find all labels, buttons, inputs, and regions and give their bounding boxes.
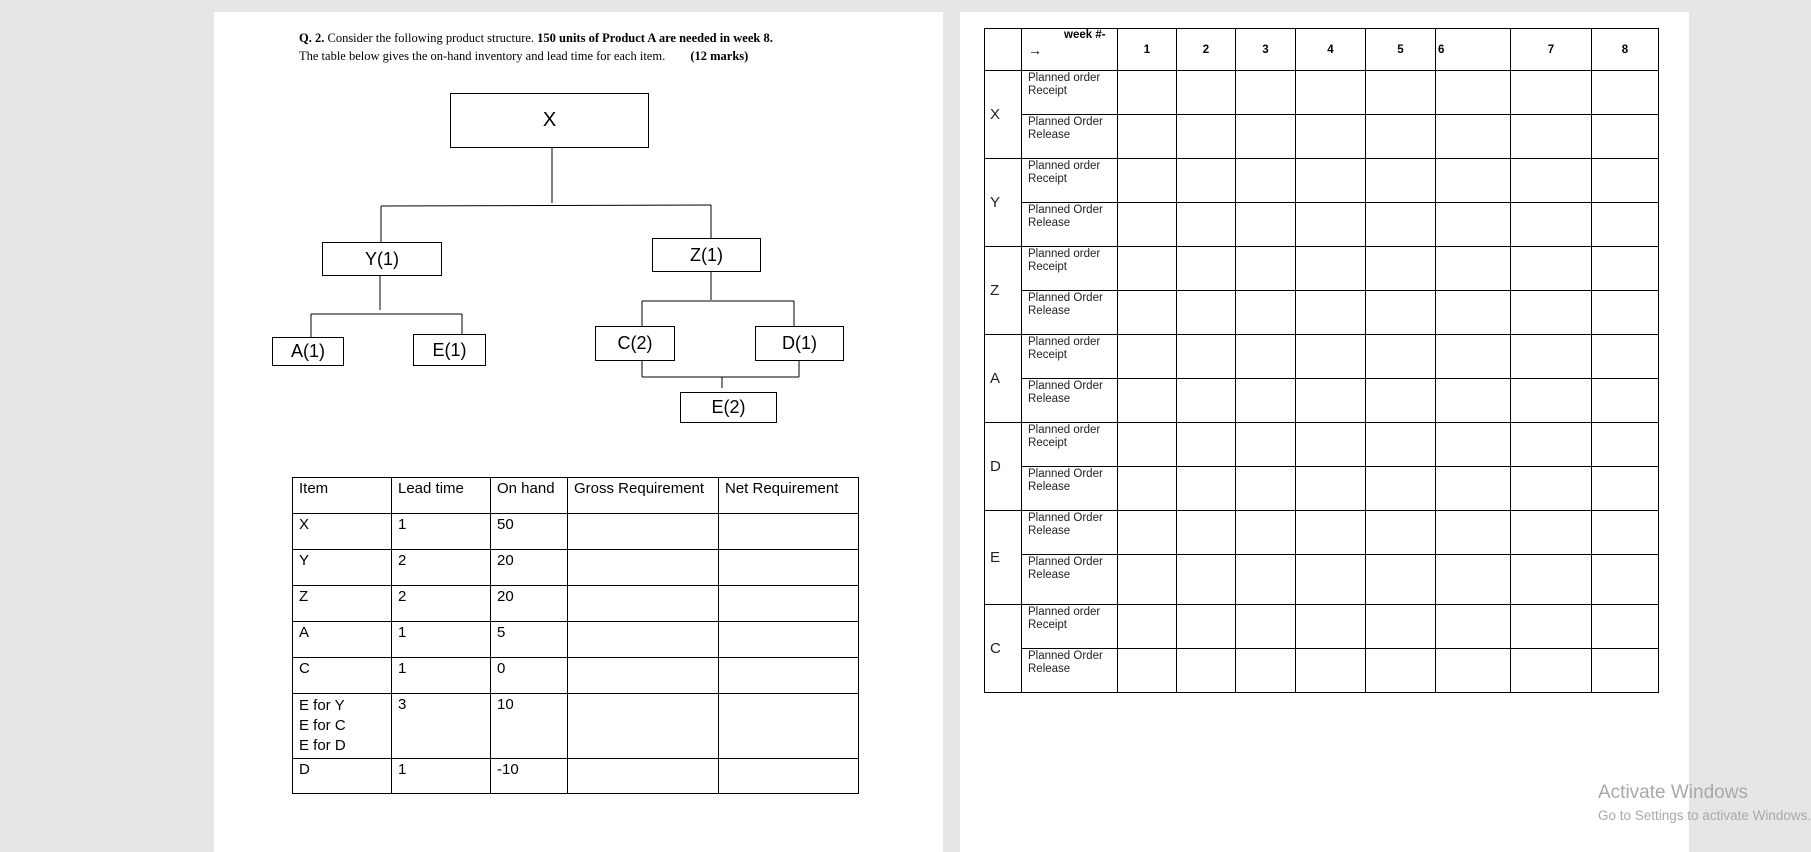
header-gross-requirement: Gross Requirement <box>568 478 719 514</box>
mrp-cell[interactable] <box>1236 649 1296 693</box>
cell-gross[interactable] <box>568 550 719 586</box>
week-header: 4 <box>1296 29 1366 71</box>
mrp-cell[interactable] <box>1118 159 1177 203</box>
mrp-cell[interactable] <box>1436 115 1511 159</box>
mrp-cell[interactable] <box>1296 203 1366 247</box>
mrp-cell[interactable] <box>1296 291 1366 335</box>
cell-lead: 1 <box>392 622 491 658</box>
mrp-row-label: Planned Order Release <box>1022 203 1118 247</box>
table-row <box>293 759 859 794</box>
cell-gross[interactable] <box>568 514 719 550</box>
mrp-cell[interactable] <box>1592 511 1659 555</box>
mrp-cell[interactable] <box>1296 335 1366 379</box>
mrp-cell[interactable] <box>1177 247 1236 291</box>
mrp-cell[interactable] <box>1366 335 1436 379</box>
mrp-table <box>984 28 1659 693</box>
mrp-cell[interactable] <box>1436 605 1511 649</box>
mrp-cell[interactable] <box>1436 649 1511 693</box>
question-number: Q. 2. <box>299 31 325 45</box>
question-line2: The table below gives the on-hand inventory and lead time for each item. <box>299 49 666 63</box>
mrp-cell[interactable] <box>1511 203 1592 247</box>
week-header: 5 <box>1366 29 1436 71</box>
mrp-body <box>985 71 1659 693</box>
cell-onhand: 50 <box>491 514 568 550</box>
mrp-row-label: Planned order Receipt <box>1022 605 1118 649</box>
cell-lead: 1 <box>392 658 491 694</box>
mrp-cell[interactable] <box>1592 335 1659 379</box>
week-header: 6 <box>1436 29 1511 71</box>
mrp-row <box>985 203 1659 247</box>
week-header: 2 <box>1177 29 1236 71</box>
mrp-cell[interactable] <box>1296 247 1366 291</box>
mrp-cell[interactable] <box>1511 335 1592 379</box>
cell-onhand: 20 <box>491 586 568 622</box>
mrp-cell[interactable] <box>1366 423 1436 467</box>
mrp-cell[interactable] <box>1436 335 1511 379</box>
mrp-cell[interactable] <box>1592 605 1659 649</box>
mrp-cell[interactable] <box>1436 511 1511 555</box>
question-plain: Consider the following product structure. <box>327 31 535 45</box>
mrp-cell[interactable] <box>1236 247 1296 291</box>
week-header: 7 <box>1511 29 1592 71</box>
mrp-cell[interactable] <box>1511 605 1592 649</box>
mrp-cell[interactable] <box>1296 511 1366 555</box>
mrp-cell[interactable] <box>1177 649 1236 693</box>
cell-item: X <box>293 514 392 550</box>
mrp-cell[interactable] <box>1118 115 1177 159</box>
week-header: 3 <box>1236 29 1296 71</box>
mrp-header-row <box>985 29 1659 71</box>
mrp-cell[interactable] <box>1592 423 1659 467</box>
mrp-cell[interactable] <box>1118 467 1177 511</box>
mrp-row <box>985 115 1659 159</box>
mrp-row <box>985 649 1659 693</box>
cell-item-line: E for D <box>299 737 346 754</box>
mrp-cell[interactable] <box>1366 605 1436 649</box>
mrp-cell[interactable] <box>1177 423 1236 467</box>
mrp-cell[interactable] <box>1236 291 1296 335</box>
mrp-cell[interactable] <box>1592 291 1659 335</box>
mrp-cell[interactable] <box>1436 555 1511 605</box>
cell-gross[interactable] <box>568 694 719 759</box>
cell-item-line: E for Y <box>299 697 345 714</box>
mrp-cell[interactable] <box>1296 555 1366 605</box>
cell-gross[interactable] <box>568 586 719 622</box>
mrp-cell[interactable] <box>1118 379 1177 423</box>
mrp-cell[interactable] <box>1177 511 1236 555</box>
mrp-cell[interactable] <box>1436 291 1511 335</box>
mrp-cell[interactable] <box>1296 423 1366 467</box>
cell-lead: 3 <box>392 694 491 759</box>
week-header: 8 <box>1592 29 1659 71</box>
mrp-cell[interactable] <box>1236 467 1296 511</box>
arrow-icon: → <box>1028 42 1042 58</box>
cell-item: A <box>293 622 392 658</box>
mrp-cell[interactable] <box>1592 467 1659 511</box>
mrp-cell[interactable] <box>1177 335 1236 379</box>
mrp-cell[interactable] <box>1236 115 1296 159</box>
mrp-cell[interactable] <box>1366 511 1436 555</box>
mrp-row <box>985 335 1659 379</box>
tree-node-e-under-cd: E(2) <box>680 392 777 423</box>
cell-net[interactable] <box>719 550 859 586</box>
activation-watermark <box>1598 782 1811 823</box>
header-lead-time: Lead time <box>392 478 491 514</box>
mrp-row <box>985 555 1659 605</box>
mrp-item-label: Y <box>985 159 1022 247</box>
mrp-row <box>985 291 1659 335</box>
week-label: week #- <box>1064 29 1106 41</box>
tree-node-a: A(1) <box>272 337 344 366</box>
mrp-cell[interactable] <box>1236 71 1296 115</box>
mrp-cell[interactable] <box>1236 335 1296 379</box>
mrp-row <box>985 423 1659 467</box>
mrp-item-label: E <box>985 511 1022 605</box>
mrp-row-label: Planned order Receipt <box>1022 71 1118 115</box>
mrp-cell[interactable] <box>1436 159 1511 203</box>
mrp-cell[interactable] <box>1296 467 1366 511</box>
mrp-cell[interactable] <box>1118 555 1177 605</box>
table-row <box>293 550 859 586</box>
mrp-row <box>985 605 1659 649</box>
mrp-cell[interactable] <box>1177 71 1236 115</box>
mrp-cell[interactable] <box>1592 203 1659 247</box>
watermark-line2: Go to Settings to activate Windows. <box>1598 808 1811 823</box>
mrp-row-label: Planned order Receipt <box>1022 159 1118 203</box>
tree-node-d: D(1) <box>755 326 844 361</box>
question-bold: 150 units of Product A are needed in week 8. <box>537 31 773 45</box>
mrp-item-label: A <box>985 335 1022 423</box>
cell-net[interactable] <box>719 586 859 622</box>
table-row <box>293 586 859 622</box>
inventory-header-row <box>293 478 859 514</box>
mrp-cell[interactable] <box>1511 467 1592 511</box>
mrp-cell[interactable] <box>1366 555 1436 605</box>
mrp-cell[interactable] <box>1511 115 1592 159</box>
cell-gross[interactable] <box>568 658 719 694</box>
mrp-cell[interactable] <box>1366 379 1436 423</box>
mrp-item-label: X <box>985 71 1022 159</box>
mrp-row <box>985 467 1659 511</box>
mrp-cell[interactable] <box>1296 605 1366 649</box>
mrp-cell[interactable] <box>1366 467 1436 511</box>
mrp-cell[interactable] <box>1511 511 1592 555</box>
cell-net[interactable] <box>719 694 859 759</box>
mrp-cell[interactable] <box>1296 71 1366 115</box>
cell-gross[interactable] <box>568 759 719 794</box>
mrp-cell[interactable] <box>1177 159 1236 203</box>
table-row <box>293 514 859 550</box>
cell-net[interactable] <box>719 622 859 658</box>
mrp-cell[interactable] <box>1592 115 1659 159</box>
mrp-row-label: Planned Order Release <box>1022 379 1118 423</box>
week-header: 1 <box>1118 29 1177 71</box>
mrp-cell[interactable] <box>1177 555 1236 605</box>
mrp-cell[interactable] <box>1118 423 1177 467</box>
mrp-item-label: Z <box>985 247 1022 335</box>
mrp-cell[interactable] <box>1236 511 1296 555</box>
mrp-cell[interactable] <box>1177 203 1236 247</box>
mrp-cell[interactable] <box>1592 71 1659 115</box>
mrp-row-label: Planned Order Release <box>1022 467 1118 511</box>
mrp-row-label: Planned Order Release <box>1022 555 1118 605</box>
mrp-cell[interactable] <box>1436 203 1511 247</box>
mrp-cell[interactable] <box>1177 291 1236 335</box>
mrp-row-label: Planned Order Release <box>1022 649 1118 693</box>
mrp-row <box>985 379 1659 423</box>
mrp-cell[interactable] <box>1366 159 1436 203</box>
cell-gross[interactable] <box>568 622 719 658</box>
mrp-row-label: Planned Order Release <box>1022 115 1118 159</box>
mrp-cell[interactable] <box>1236 159 1296 203</box>
cell-item: Z <box>293 586 392 622</box>
mrp-cell[interactable] <box>1118 649 1177 693</box>
mrp-cell[interactable] <box>1296 379 1366 423</box>
mrp-cell[interactable] <box>1236 605 1296 649</box>
mrp-row <box>985 247 1659 291</box>
table-row <box>293 658 859 694</box>
cell-net[interactable] <box>719 514 859 550</box>
mrp-cell[interactable] <box>1366 649 1436 693</box>
document-page-left <box>214 12 943 852</box>
mrp-cell[interactable] <box>1366 247 1436 291</box>
inventory-table <box>292 477 859 794</box>
mrp-cell[interactable] <box>1177 379 1236 423</box>
tree-node-y: Y(1) <box>322 242 442 276</box>
mrp-cell[interactable] <box>1592 379 1659 423</box>
mrp-cell[interactable] <box>1177 605 1236 649</box>
mrp-cell[interactable] <box>1118 511 1177 555</box>
mrp-cell[interactable] <box>1118 203 1177 247</box>
cell-item-line: E for C <box>299 717 346 734</box>
mrp-cell[interactable] <box>1511 555 1592 605</box>
cell-net[interactable] <box>719 759 859 794</box>
mrp-cell[interactable] <box>1177 115 1236 159</box>
mrp-cell[interactable] <box>1296 159 1366 203</box>
mrp-cell[interactable] <box>1592 247 1659 291</box>
mrp-cell[interactable] <box>1511 291 1592 335</box>
tree-node-z: Z(1) <box>652 238 761 272</box>
header-net-requirement: Net Requirement <box>719 478 859 514</box>
mrp-cell[interactable] <box>1177 467 1236 511</box>
mrp-cell[interactable] <box>1236 203 1296 247</box>
table-row <box>293 694 859 759</box>
mrp-cell[interactable] <box>1236 555 1296 605</box>
mrp-cell[interactable] <box>1436 379 1511 423</box>
mrp-row <box>985 71 1659 115</box>
tree-node-x: X <box>450 93 649 148</box>
mrp-cell[interactable] <box>1296 649 1366 693</box>
mrp-cell[interactable] <box>1592 649 1659 693</box>
mrp-cell[interactable] <box>1236 379 1296 423</box>
cell-onhand: 5 <box>491 622 568 658</box>
mrp-cell[interactable] <box>1511 649 1592 693</box>
mrp-row-label: Planned order Receipt <box>1022 335 1118 379</box>
mrp-cell[interactable] <box>1436 423 1511 467</box>
tree-node-c: C(2) <box>595 326 675 361</box>
header-on-hand: On hand <box>491 478 568 514</box>
mrp-row-label: Planned order Receipt <box>1022 423 1118 467</box>
cell-net[interactable] <box>719 658 859 694</box>
cell-onhand: 0 <box>491 658 568 694</box>
mrp-item-label: D <box>985 423 1022 511</box>
mrp-cell[interactable] <box>1366 71 1436 115</box>
cell-lead: 2 <box>392 586 491 622</box>
cell-onhand: -10 <box>491 759 568 794</box>
mrp-row-label: Planned Order Release <box>1022 511 1118 555</box>
mrp-cell[interactable] <box>1366 203 1436 247</box>
watermark-line1: Activate Windows <box>1598 782 1748 803</box>
cell-onhand: 20 <box>491 550 568 586</box>
cell-item <box>293 694 392 759</box>
mrp-cell[interactable] <box>1118 71 1177 115</box>
table-row <box>293 622 859 658</box>
mrp-cell[interactable] <box>1511 247 1592 291</box>
tree-node-e-under-y: E(1) <box>413 334 486 366</box>
mrp-cell[interactable] <box>1592 159 1659 203</box>
mrp-cell[interactable] <box>1366 291 1436 335</box>
cell-onhand: 10 <box>491 694 568 759</box>
cell-item: D <box>293 759 392 794</box>
mrp-cell[interactable] <box>1511 71 1592 115</box>
mrp-cell[interactable] <box>1436 467 1511 511</box>
mrp-cell[interactable] <box>1511 423 1592 467</box>
document-page-right <box>960 12 1689 852</box>
mrp-row-label: Planned Order Release <box>1022 291 1118 335</box>
mrp-row <box>985 511 1659 555</box>
mrp-cell[interactable] <box>1366 115 1436 159</box>
tree-connectors <box>214 12 943 432</box>
mrp-cell[interactable] <box>1511 159 1592 203</box>
mrp-item-label: C <box>985 605 1022 693</box>
mrp-cell[interactable] <box>1592 555 1659 605</box>
mrp-cell[interactable] <box>1436 71 1511 115</box>
mrp-row-label: Planned order Receipt <box>1022 247 1118 291</box>
cell-lead: 2 <box>392 550 491 586</box>
cell-lead: 1 <box>392 514 491 550</box>
mrp-week-label-cell <box>1022 29 1118 71</box>
mrp-cell[interactable] <box>1118 335 1177 379</box>
cell-item: Y <box>293 550 392 586</box>
mrp-cell[interactable] <box>1511 379 1592 423</box>
cell-lead: 1 <box>392 759 491 794</box>
mrp-cell[interactable] <box>1296 115 1366 159</box>
mrp-cell[interactable] <box>1118 247 1177 291</box>
mrp-row <box>985 159 1659 203</box>
header-item: Item <box>293 478 392 514</box>
mrp-cell[interactable] <box>1236 423 1296 467</box>
question-marks: (12 marks) <box>690 49 749 63</box>
mrp-cell[interactable] <box>1118 291 1177 335</box>
mrp-corner-cell <box>985 29 1022 71</box>
mrp-cell[interactable] <box>1436 247 1511 291</box>
mrp-cell[interactable] <box>1118 605 1177 649</box>
cell-item: C <box>293 658 392 694</box>
